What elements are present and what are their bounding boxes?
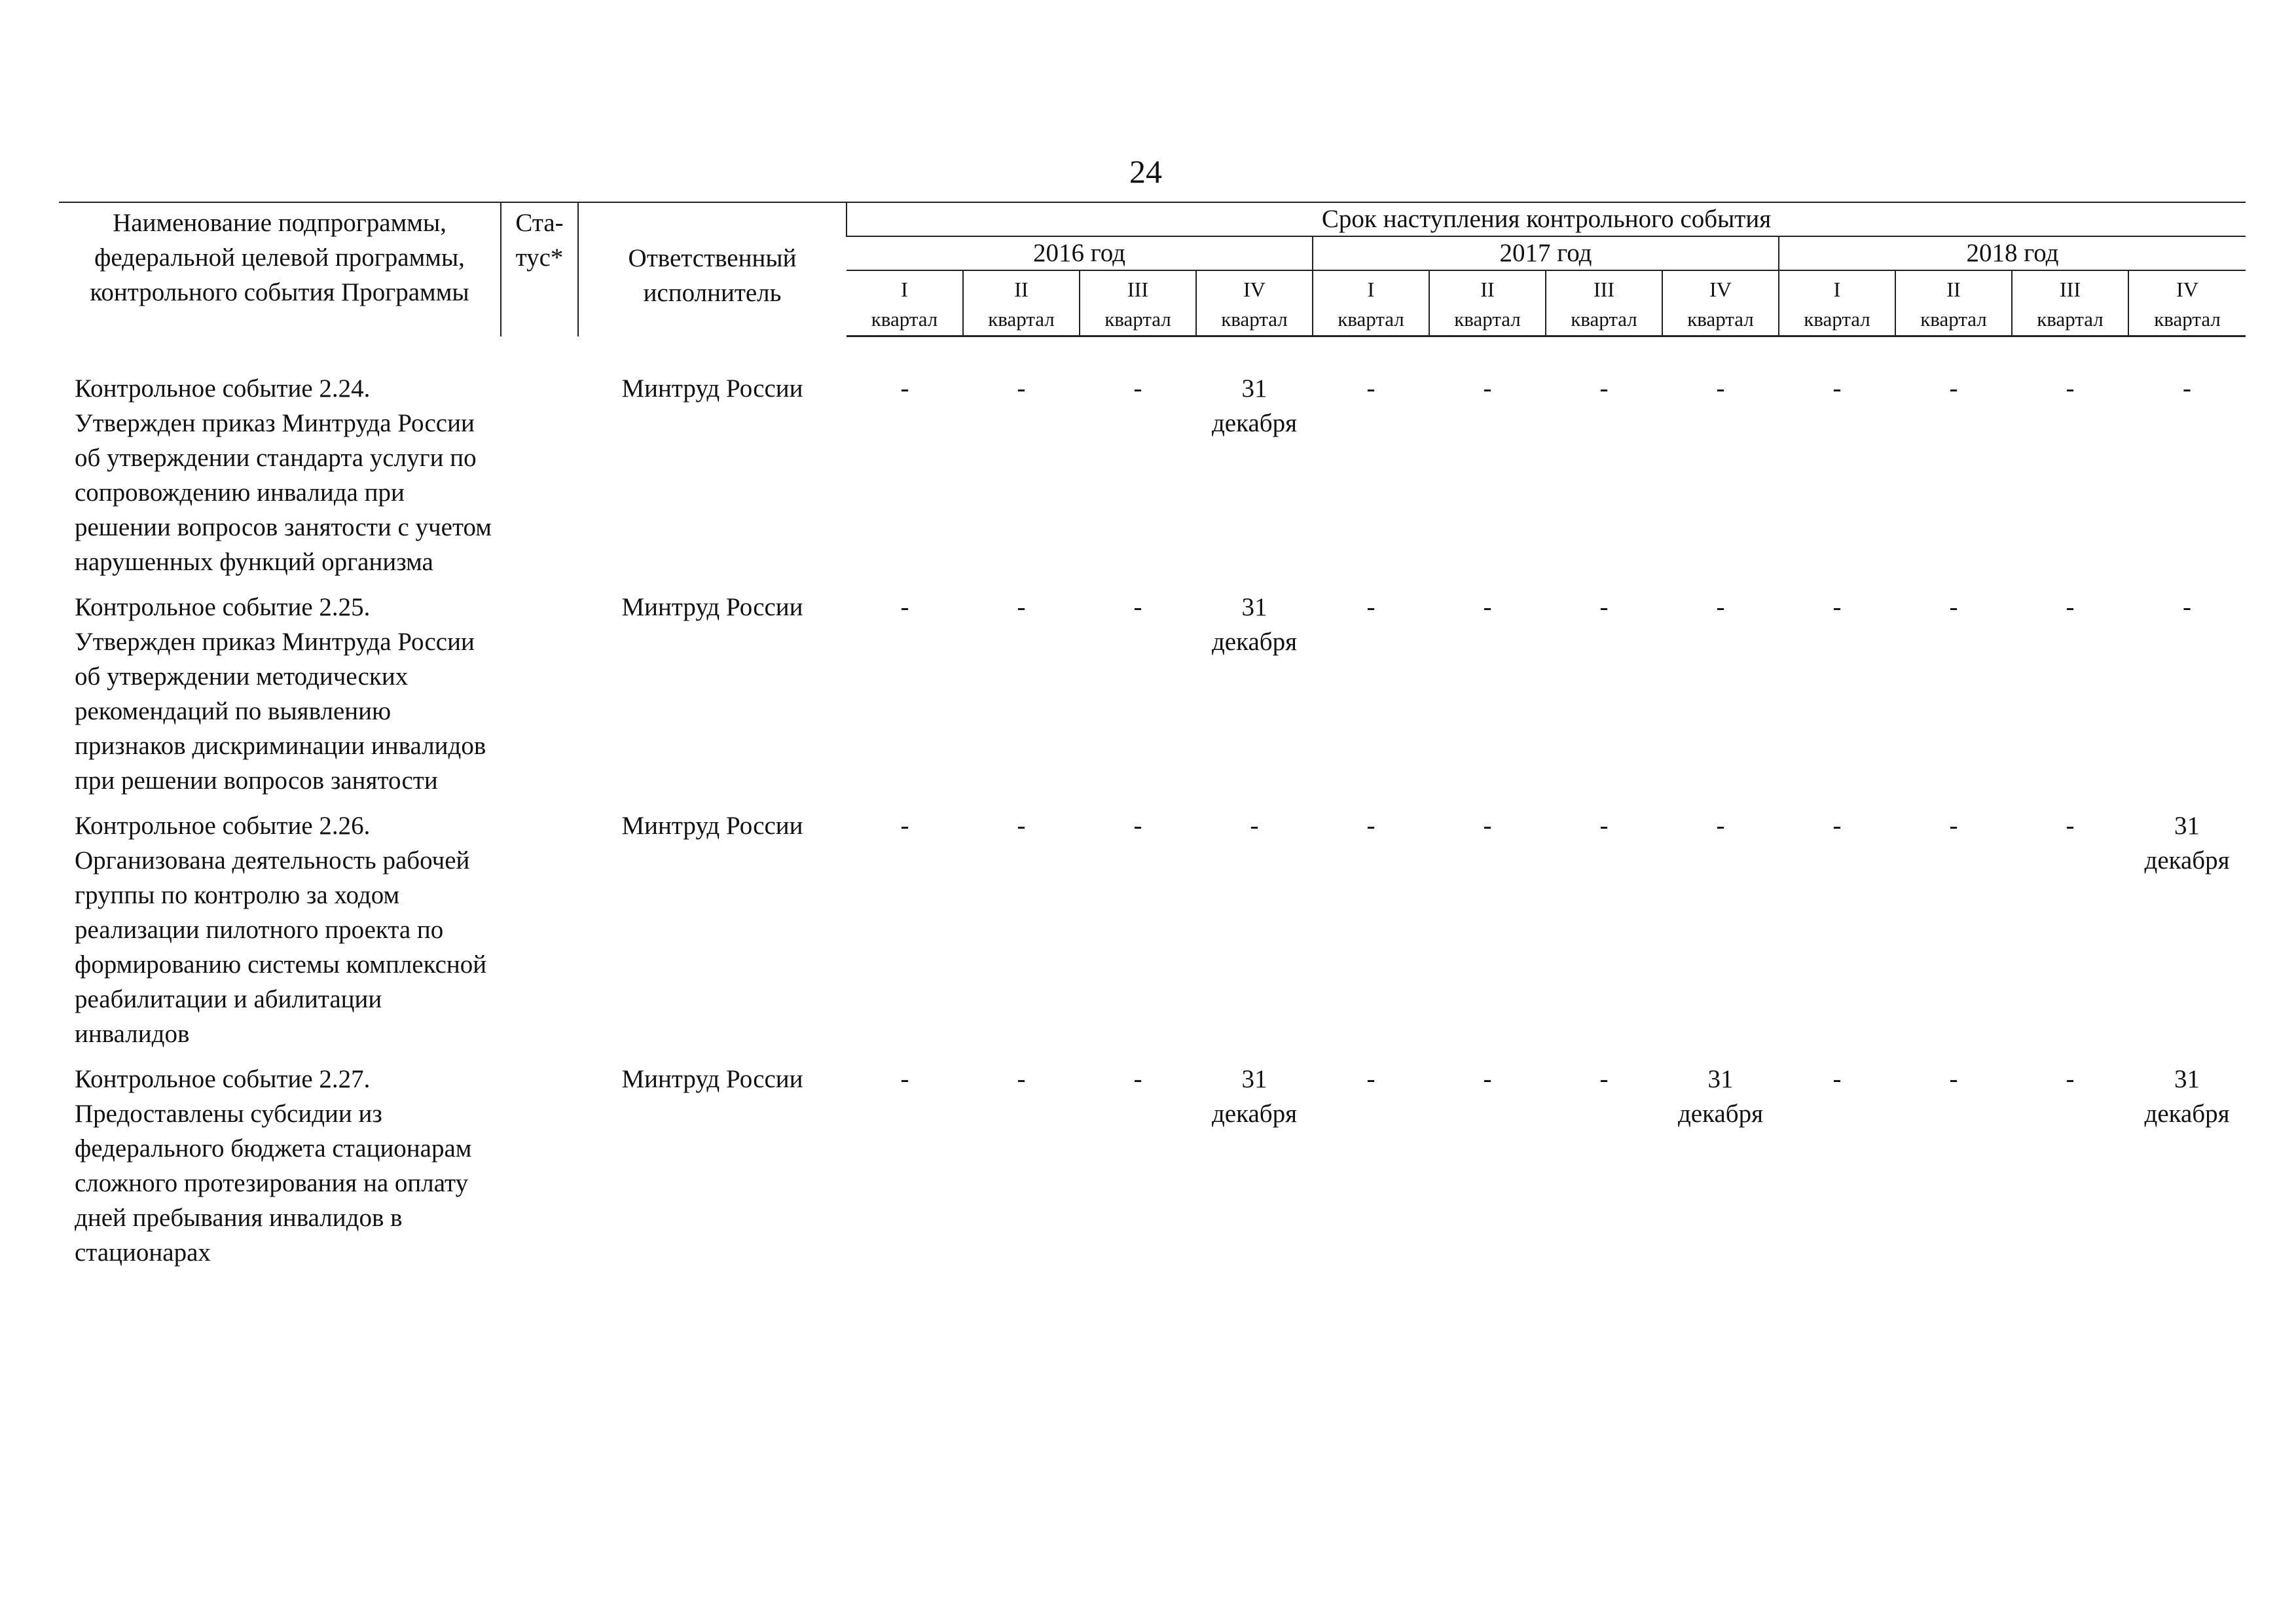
deadline-value: - (1599, 593, 1609, 621)
quarter-number: IV (1709, 278, 1732, 301)
quarter-value (1080, 808, 1196, 1051)
quarter-number: I (1833, 278, 1841, 301)
quarter-value (2128, 590, 2246, 798)
quarter-number: III (1594, 278, 1614, 301)
quarter-value (2128, 371, 2246, 579)
header-name-column: Наименование подпрограммы, федеральной целевой программы, контрольного события Программы (59, 202, 501, 336)
quarter-value (2012, 1062, 2128, 1270)
quarter-value (1895, 371, 2012, 579)
table-body (59, 336, 2246, 1281)
deadline-value: - (1366, 374, 1376, 403)
deadline-value: - (1949, 812, 1958, 840)
quarter-value (1895, 808, 2012, 1051)
deadline-value: - (1716, 593, 1725, 621)
quarter-value (2012, 808, 2128, 1051)
quarter-number: II (1946, 278, 1961, 301)
header-quarter-4 (1196, 270, 1313, 336)
quarter-value (1546, 371, 1662, 579)
header-year-2018: 2018 год (1779, 236, 2246, 270)
deadline-value: - (1483, 1065, 1492, 1093)
quarter-label: квартал (1104, 308, 1171, 331)
quarter-value (1313, 371, 1429, 579)
control-events-table (59, 202, 2246, 1280)
header-quarter-1 (847, 270, 963, 336)
deadline-value: - (1017, 374, 1026, 403)
deadline-value: - (1133, 593, 1142, 621)
deadline-value: - (900, 1065, 909, 1093)
deadline-value: - (1949, 593, 1958, 621)
quarter-value (1546, 1062, 1662, 1270)
quarter-value (1429, 808, 1546, 1051)
deadline-value: - (1949, 1065, 1958, 1093)
deadline-value: - (1483, 812, 1492, 840)
quarter-label: квартал (1571, 308, 1637, 331)
quarter-value (1196, 808, 1313, 1051)
quarter-value (1196, 371, 1313, 579)
deadline-value: - (1716, 374, 1725, 403)
deadline-value: - (1250, 812, 1259, 840)
quarter-value (2012, 371, 2128, 579)
quarter-value (963, 1062, 1080, 1270)
deadline-value: - (1832, 812, 1842, 840)
quarter-label: квартал (1338, 308, 1404, 331)
event-name: Контрольное событие 2.25. Утвержден приказ Минтруда России об утверждении методических рекомендаций по выявлению признаков дискриминации инвалидов при решении вопросов занятости (75, 593, 486, 795)
quarter-value (963, 590, 1080, 798)
quarter-label: квартал (988, 308, 1055, 331)
deadline-value: - (2066, 374, 2075, 403)
deadline-value: - (1599, 374, 1609, 403)
quarter-value (847, 590, 963, 798)
deadline-value: - (1716, 812, 1725, 840)
quarter-value (847, 371, 963, 579)
deadline-value: 31 (1241, 593, 1267, 621)
quarter-value (1779, 590, 1895, 798)
header-quarter-3 (1080, 270, 1196, 336)
quarter-value (1080, 371, 1196, 579)
deadline-value: - (1832, 593, 1842, 621)
quarter-value (1779, 808, 1895, 1051)
event-status (501, 808, 578, 1051)
quarter-label: квартал (1454, 308, 1521, 331)
quarter-value (1196, 1062, 1313, 1270)
quarter-value (1313, 808, 1429, 1051)
header-quarter-2 (963, 270, 1080, 336)
deadline-value: - (2183, 374, 2192, 403)
header-deadline-group: Срок наступления контрольного события (847, 202, 2246, 236)
deadline-value: - (1483, 593, 1492, 621)
quarter-value (1662, 590, 1779, 798)
deadline-value: - (1017, 1065, 1026, 1093)
deadline-value: - (1133, 1065, 1142, 1093)
header-quarter-9 (1779, 270, 1895, 336)
table-row (59, 590, 2246, 798)
deadline-value: - (1832, 374, 1842, 403)
quarter-number: III (2060, 278, 2081, 301)
quarter-value (963, 371, 1080, 579)
event-name: Контрольное событие 2.24. Утвержден приказ Минтруда России об утверждении стандарта услуги по сопровождению инвалида при решении вопросов занятости с учетом нарушенных функций организма (75, 374, 492, 576)
header-quarter-7 (1546, 270, 1662, 336)
quarter-label: квартал (1920, 308, 1987, 331)
quarter-label: квартал (1221, 308, 1288, 331)
header-quarter-12 (2128, 270, 2246, 336)
deadline-value: 31 (1707, 1065, 1734, 1093)
quarter-value (1779, 371, 1895, 579)
quarter-number: I (1367, 278, 1375, 301)
header-responsible-column (578, 202, 847, 336)
event-name: Контрольное событие 2.27. Предоставлены субсидии из федерального бюджета стационарам сложного протезирования на оплату дней пребывания инвалидов в стационарах (75, 1065, 472, 1267)
quarter-value (1662, 1062, 1779, 1270)
quarter-value (1662, 808, 1779, 1051)
deadline-month: декабря (1211, 409, 1298, 437)
event-status (501, 371, 578, 579)
quarter-value (1662, 371, 1779, 579)
header-year-2016: 2016 год (847, 236, 1313, 270)
quarter-value (847, 808, 963, 1051)
deadline-value: - (1832, 1065, 1842, 1093)
quarter-value (963, 808, 1080, 1051)
header-responsible-label: Ответственный исполнитель (628, 244, 797, 307)
deadline-month: декабря (2144, 846, 2230, 875)
deadline-value: - (1366, 1065, 1376, 1093)
header-status-column: Ста-тус* (501, 202, 578, 336)
header-quarter-6 (1429, 270, 1546, 336)
deadline-month: декабря (1211, 628, 1298, 656)
deadline-value: - (1949, 374, 1958, 403)
quarter-value (1895, 1062, 2012, 1270)
table-row (59, 371, 2246, 579)
deadline-value: - (1599, 1065, 1609, 1093)
deadline-value: - (1483, 374, 1492, 403)
quarter-label: квартал (871, 308, 938, 331)
header-quarter-8 (1662, 270, 1779, 336)
quarter-number: III (1127, 278, 1148, 301)
deadline-value: - (2066, 812, 2075, 840)
quarter-number: II (1014, 278, 1029, 301)
header-quarter-10 (1895, 270, 2012, 336)
quarter-value (1313, 1062, 1429, 1270)
deadline-value: - (2066, 1065, 2075, 1093)
deadline-month: декабря (1211, 1100, 1298, 1128)
deadline-value: - (1133, 812, 1142, 840)
header-quarter-11 (2012, 270, 2128, 336)
quarter-value (1429, 590, 1546, 798)
event-responsible: Минтруд России (621, 593, 803, 621)
table-row (59, 808, 2246, 1051)
deadline-value: - (1017, 812, 1026, 840)
deadline-value: - (2183, 593, 2192, 621)
quarter-value (2128, 808, 2246, 1051)
quarter-value (1080, 1062, 1196, 1270)
deadline-value: 31 (2174, 812, 2200, 840)
page-number: 24 (1129, 153, 1162, 190)
quarter-value (1546, 590, 1662, 798)
quarter-label: квартал (2154, 308, 2221, 331)
event-responsible: Минтруд России (621, 812, 803, 840)
deadline-value: 31 (2174, 1065, 2200, 1093)
quarter-number: IV (2176, 278, 2198, 301)
quarter-value (847, 1062, 963, 1270)
table-row (59, 1062, 2246, 1270)
deadline-value: - (1366, 593, 1376, 621)
header-year-2017: 2017 год (1313, 236, 1779, 270)
deadline-value: - (1366, 812, 1376, 840)
deadline-value: 31 (1241, 1065, 1267, 1093)
quarter-value (1196, 590, 1313, 798)
event-status (501, 590, 578, 798)
deadline-value: - (1133, 374, 1142, 403)
deadline-value: - (2066, 593, 2075, 621)
quarter-number: II (1480, 278, 1495, 301)
quarter-value (1080, 590, 1196, 798)
quarter-value (2012, 590, 2128, 798)
deadline-value: - (1599, 812, 1609, 840)
header-quarter-5 (1313, 270, 1429, 336)
deadline-month: декабря (1677, 1100, 1764, 1128)
quarter-number: I (901, 278, 908, 301)
deadline-value: - (900, 593, 909, 621)
quarter-value (1313, 590, 1429, 798)
quarter-label: квартал (2037, 308, 2104, 331)
event-responsible: Минтруд России (621, 374, 803, 403)
deadline-value: - (1017, 593, 1026, 621)
quarter-value (1779, 1062, 1895, 1270)
event-name: Контрольное событие 2.26. Организована деятельность рабочей группы по контролю за ходом реализации пилотного проекта по формированию системы комплексной реабилитации и абилитации инвалидов (75, 812, 487, 1048)
deadline-value: 31 (1241, 374, 1267, 403)
quarter-value (1895, 590, 2012, 798)
quarter-value (1429, 1062, 1546, 1270)
deadline-month: декабря (2144, 1100, 2230, 1128)
quarter-value (2128, 1062, 2246, 1270)
event-responsible: Минтруд России (621, 1065, 803, 1093)
quarter-value (1429, 371, 1546, 579)
deadline-value: - (900, 812, 909, 840)
deadline-value: - (900, 374, 909, 403)
quarter-label: квартал (1804, 308, 1870, 331)
quarter-label: квартал (1687, 308, 1754, 331)
quarter-number: IV (1243, 278, 1266, 301)
quarter-value (1546, 808, 1662, 1051)
event-status (501, 1062, 578, 1270)
